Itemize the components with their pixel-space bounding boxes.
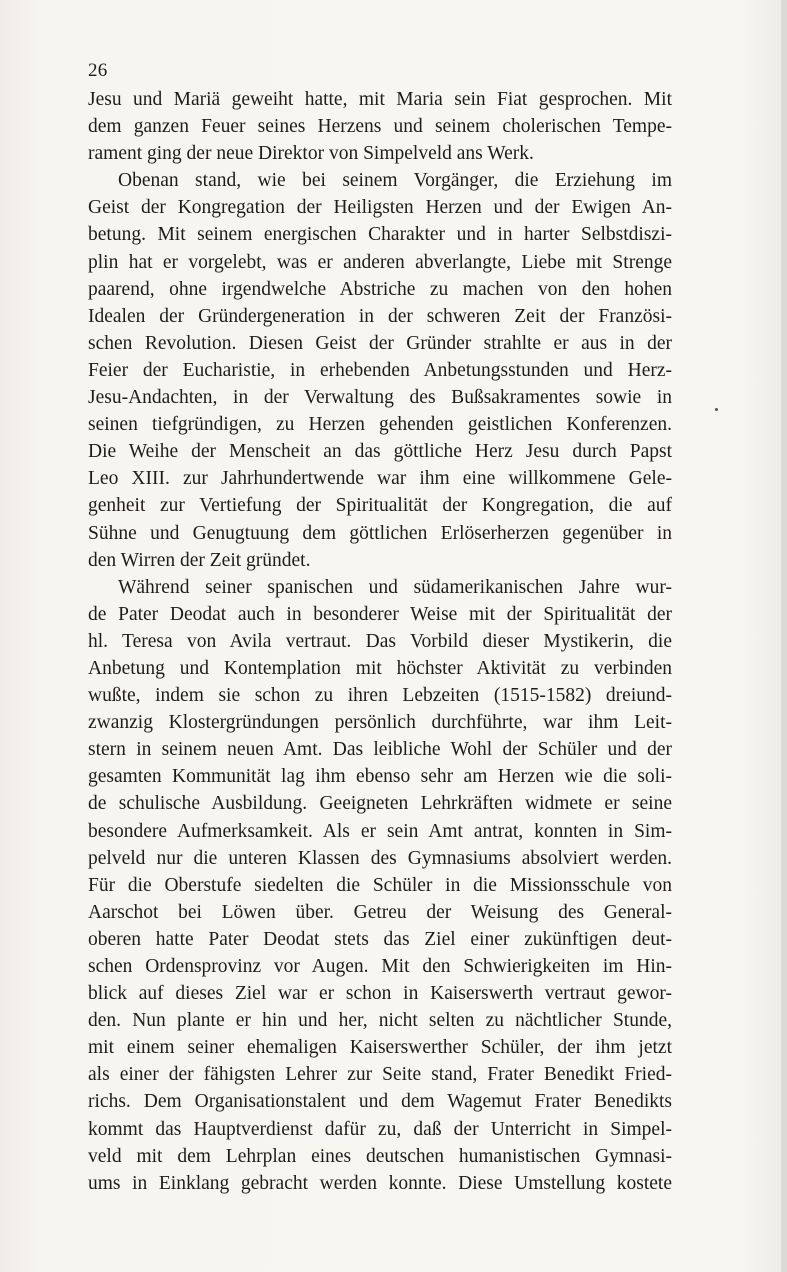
text-line: Sühne und Genugtuung dem göttlichen Erlöserherzen gegenüber in	[88, 522, 672, 544]
text-line: ums in Einklang gebracht werden konnte. Diese Umstellung kostete	[88, 1172, 672, 1194]
page-edge-shadow	[781, 0, 787, 1272]
text-line: stern in seinem neuen Amt. Das leibliche Wohl der Schüler und der	[88, 739, 672, 761]
text-line: Feier der Eucharistie, in erhebenden Anbetungsstunden und Herz-	[88, 359, 672, 381]
text-line: Aarschot bei Löwen über. Getreu der Weisung des General-	[88, 901, 672, 923]
text-line: hl. Teresa von Avila vertraut. Das Vorbild dieser Mystikerin, die	[88, 630, 672, 652]
text-line: Geist der Kongregation der Heiligsten Herzen und der Ewigen An-	[88, 197, 672, 219]
page-number: 26	[88, 60, 108, 81]
text-line: Leo XIII. zur Jahrhundertwende war ihm eine willkommene Gele-	[88, 468, 672, 490]
text-line: paarend, ohne irgendwelche Abstriche zu machen von den hohen	[88, 278, 672, 300]
text-line: de Pater Deodat auch in besonderer Weise mit der Spiritualität der	[88, 603, 672, 625]
text-line: pelveld nur die unteren Klassen des Gymnasiums absolviert werden.	[88, 847, 672, 869]
text-line: seinen tiefgründigen, zu Herzen gehenden geistlichen Konferenzen.	[88, 414, 672, 436]
text-line: de schulische Ausbildung. Geeigneten Lehrkräften widmete er seine	[88, 793, 672, 815]
text-line: genheit zur Vertiefung der Spiritualität der Kongregation, die auf	[88, 495, 672, 517]
text-line: Während seiner spanischen und südamerikanischen Jahre wur-	[118, 576, 672, 598]
text-line: Die Weihe der Menscheit an das göttliche Herz Jesu durch Papst	[88, 441, 672, 463]
text-line: als einer der fähigsten Lehrer zur Seite stand, Frater Benedikt Fried-	[88, 1064, 672, 1086]
text-line: betung. Mit seinem energischen Charakter und in harter Selbstdiszi-	[88, 224, 672, 246]
text-line: Anbetung und Kontemplation mit höchster Aktivität zu verbinden	[88, 657, 672, 679]
text-line: Jesu und Mariä geweiht hatte, mit Maria sein Fiat gesprochen. Mit	[88, 89, 672, 110]
text-line: Jesu-Andachten, in der Verwaltung des Bußsakramentes sowie in	[88, 387, 672, 409]
text-line: schen Revolution. Diesen Geist der Gründer strahlte er aus in der	[88, 332, 672, 354]
text-line: blick auf dieses Ziel war er schon in Kaiserswerth vertraut gewor-	[88, 983, 672, 1005]
text-line: rament ging der neue Direktor von Simpelveld ans Werk.	[88, 143, 534, 165]
text-line: den Wirren der Zeit gründet.	[88, 549, 311, 571]
text-line: veld mit dem Lehrplan eines deutschen humanistischen Gymnasi-	[88, 1145, 672, 1167]
text-line: plin hat er vorgelebt, was er anderen abverlangte, Liebe mit Strenge	[88, 251, 672, 273]
text-line: zwanzig Klostergründungen persönlich durchführte, war ihm Leit-	[88, 712, 672, 734]
text-line: Obenan stand, wie bei seinem Vorgänger, die Erziehung im	[118, 170, 672, 192]
text-line: gesamten Kommunität lag ihm ebenso sehr am Herzen wie die soli-	[88, 766, 672, 788]
text-line: Idealen der Gründergeneration in der schweren Zeit der Französi-	[88, 305, 672, 327]
text-line: schen Ordensprovinz vor Augen. Mit den Schwierigkeiten im Hin-	[88, 956, 672, 977]
text-line: richs. Dem Organisationstalent und dem Wagemut Frater Benedikts	[88, 1091, 672, 1113]
text-line: Für die Oberstufe siedelten die Schüler in die Missionsschule von	[88, 874, 672, 896]
text-line: den. Nun plante er hin und her, nicht selten zu nächtlicher Stunde,	[88, 1010, 672, 1032]
text-line: kommt das Hauptverdienst dafür zu, daß der Unterricht in Simpel-	[88, 1118, 672, 1140]
body-text	[88, 86, 672, 1197]
text-line: oberen hatte Pater Deodat stets das Ziel einer zukünftigen deut-	[88, 928, 672, 950]
text-line: mit einem seiner ehemaligen Kaiserswerther Schüler, der ihm jetzt	[88, 1037, 672, 1059]
print-speck	[715, 408, 718, 411]
text-line: wußte, indem sie schon zu ihren Lebzeiten (1515-1582) dreiund-	[88, 685, 672, 707]
text-line: dem ganzen Feuer seines Herzens und seinem cholerischen Tempe-	[88, 116, 672, 138]
text-line: besondere Aufmerksamkeit. Als er sein Amt antrat, konnten in Sim-	[88, 820, 672, 842]
